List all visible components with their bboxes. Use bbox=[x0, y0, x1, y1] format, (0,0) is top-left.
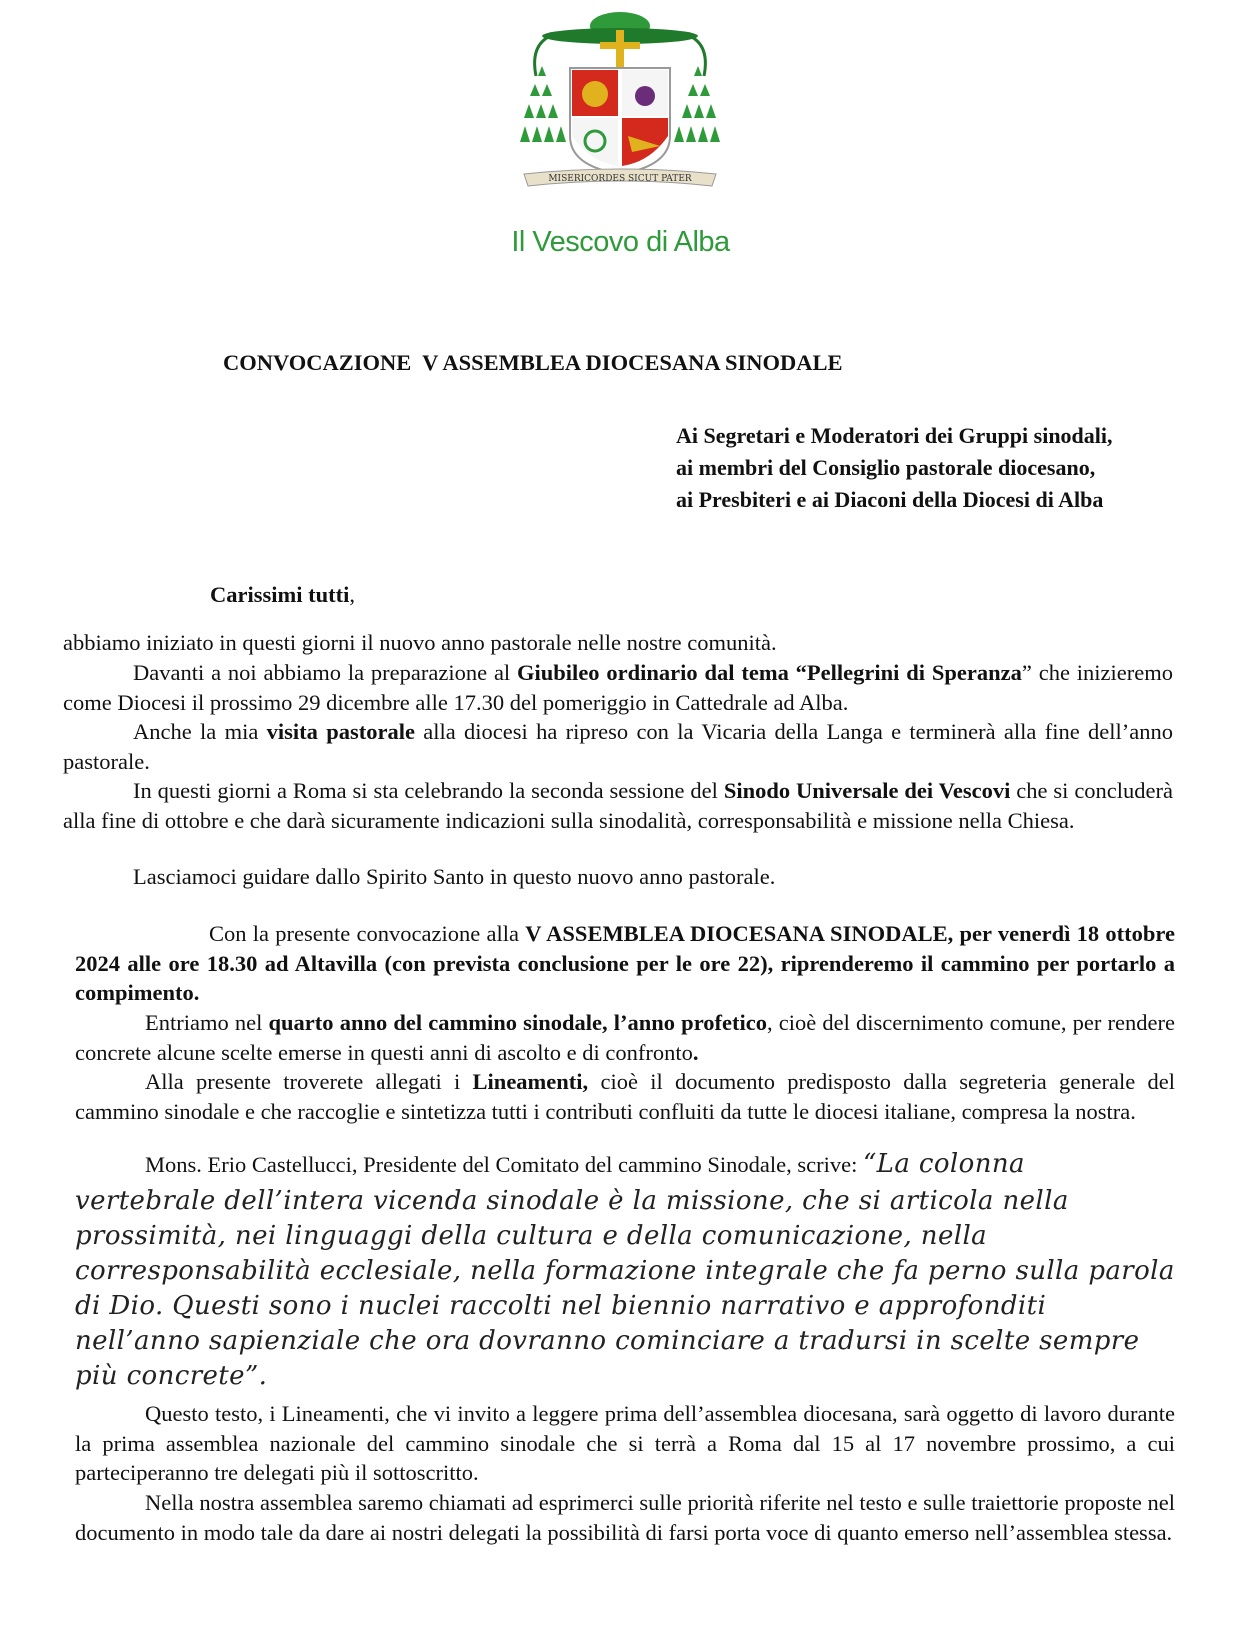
quote-line: di Dio. Questi sono i nuclei raccolti nel biennio narrativo e approfonditi bbox=[75, 1291, 1047, 1321]
quote-line: più concrete”. bbox=[75, 1361, 268, 1391]
recipient-line: Ai Segretari e Moderatori dei Gruppi sinodali, bbox=[676, 423, 1113, 448]
salutation: Carissimi tutti, bbox=[210, 582, 355, 607]
paragraph-castellucci: Mons. Erio Castellucci, Presidente del Comitato del cammino Sinodale, scrive: “La colonna bbox=[145, 1149, 1025, 1179]
quote-line: vertebrale dell’intera vicenda sinodale è la missione, che si articola nella bbox=[75, 1186, 1069, 1216]
paragraph-pastoral-visit: Anche la mia visita pastorale alla diocesi ha ripreso con la Vicaria della Langa e terminerà alla fine dell’anno pastorale. bbox=[63, 719, 1173, 774]
paragraph-national-assembly: Questo testo, i Lineamenti, che vi invito a leggere prima dell’assemblea diocesana, sarà oggetto di lavoro durante la prima assemblea nazionale del cammino sinodale che si terrà a Roma dal 15 al 17 novembre prossimo, a cui parteciperanno tre delegati più il sottoscritto. bbox=[75, 1401, 1175, 1485]
organization-name: Il Vescovo di Alba bbox=[511, 226, 730, 258]
paragraph-fourth-year: Entriamo nel quarto anno del cammino sinodale, l’anno profetico, cioè del discernimento comune, per rendere concrete alcune scelte emerse in questi anni di ascolto e di confronto. bbox=[75, 1010, 1176, 1065]
quote-line: nell’anno sapienziale che ora dovranno cominciare a tradursi in scelte sempre bbox=[75, 1326, 1140, 1356]
quote-line: corresponsabilità ecclesiale, nella formazione integrale che fa perno sulla parola bbox=[75, 1256, 1175, 1286]
recipient-line: ai Presbiteri e ai Diaconi della Diocesi di Alba bbox=[676, 487, 1104, 512]
paragraph-priorities: Nella nostra assemblea saremo chiamati ad esprimerci sulle priorità riferite nel testo e sulle traiettorie proposte nel documento in modo tale da dare ai nostri delegati la possibilità di farsi porta voce di quanto emerso nell’assemblea stessa. bbox=[75, 1490, 1175, 1545]
salutation-name: Carissimi tutti bbox=[210, 582, 350, 607]
crest-motto: MISERICORDES SICUT PATER bbox=[548, 174, 692, 184]
paragraph-intro: abbiamo iniziato in questi giorni il nuovo anno pastorale nelle nostre comunità. bbox=[63, 630, 777, 655]
quote-line: prossimità, nei linguaggi della cultura e della comunicazione, nella bbox=[75, 1221, 988, 1251]
paragraph-holy-spirit: Lasciamoci guidare dallo Spirito Santo in questo nuovo anno pastorale. bbox=[133, 864, 776, 889]
paragraph-synod: In questi giorni a Roma si sta celebrando la seconda sessione del Sinodo Universale dei Vescovi che si concluderà alla fine di ottobre e che darà sicuramente indicazioni sulla sinodalità, corresponsabilità e missione nella Chiesa. bbox=[63, 778, 1174, 833]
paragraph-convocation: Con la presente convocazione alla V ASSEMBLEA DIOCESANA SINODALE, per venerdì 18 ottobre 2024 alle ore 18.30 ad Altavilla (con prevista conclusione per le ore 22), riprenderemo il cammino per portarlo a compimento. bbox=[75, 921, 1175, 1005]
paragraph-jubilee: Davanti a noi abbiamo la preparazione al Giubileo ordinario dal tema “Pellegrini di Speranza” che inizieremo come Diocesi il prossimo 29 dicembre alle 17.30 del pomeriggio in Cattedrale ad Alba. bbox=[63, 660, 1173, 715]
paragraph-lineamenti: Alla presente troverete allegati i Lineamenti, cioè il documento predisposto dalla segreteria generale del cammino sinodale e che raccoglie e sintetizza tutti i contributi confluiti da tutte le diocesi italiane, compresa la nostra. bbox=[75, 1069, 1175, 1124]
coat-of-arms-icon bbox=[520, 6, 720, 196]
recipients-block bbox=[676, 420, 1196, 516]
coat-of-arms bbox=[520, 6, 720, 196]
document-title: CONVOCAZIONE V ASSEMBLEA DIOCESANA SINODALE bbox=[223, 350, 843, 375]
recipient-line: ai membri del Consiglio pastorale diocesano, bbox=[676, 455, 1096, 480]
